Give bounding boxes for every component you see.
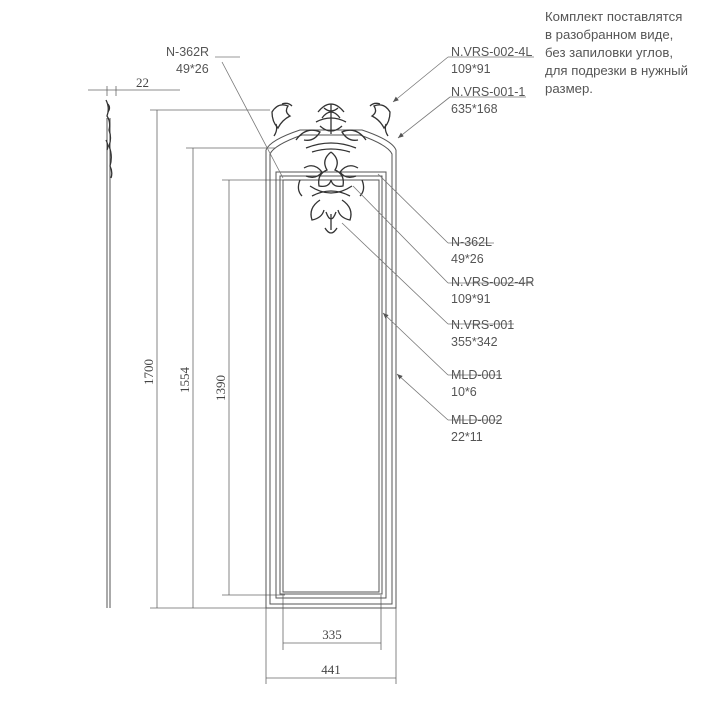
- callout-mld002-code: MLD-002: [451, 413, 503, 427]
- callout-n362r-size: 49*26: [176, 62, 209, 76]
- callout-mld001-code: MLD-001: [451, 368, 503, 382]
- dim-height-inner-label: 1390: [213, 375, 228, 401]
- callout-vrs001-1-size: 635*168: [451, 102, 498, 116]
- callout-mld002-size: 22*11: [451, 430, 483, 444]
- dimension-height-total: [141, 110, 270, 608]
- corner-ornament-right: [370, 103, 390, 136]
- dimension-width-outer: [266, 608, 396, 684]
- corner-ornament-left: [272, 103, 292, 136]
- callout-mld001: [451, 368, 502, 399]
- dim-width-outer-label: 441: [321, 662, 341, 677]
- callout-vrs002-4r-code: N.VRS-002-4R: [451, 275, 535, 289]
- top-crest-ornament: [296, 104, 366, 152]
- callout-n362l-size: 49*26: [451, 252, 484, 266]
- dimension-height-inner: [213, 180, 285, 595]
- callout-vrs001-1: [451, 85, 525, 116]
- callout-vrs002-4l-size: 109*91: [451, 62, 491, 76]
- callout-vrs002-4r: [451, 275, 534, 306]
- callout-vrs001-1-code: N.VRS-001-1: [451, 85, 526, 99]
- callout-vrs001-size: 355*342: [451, 335, 498, 349]
- callout-vrs002-4l-code: N.VRS-002-4L: [451, 45, 533, 59]
- panel-frame: [266, 130, 396, 608]
- dim-depth-label: 22: [136, 75, 149, 90]
- dimension-depth: [88, 75, 180, 96]
- callout-mld001-size: 10*6: [451, 385, 477, 399]
- note-line: Комплект поставлятся: [545, 9, 683, 24]
- callout-n362r-code: N-362R: [166, 45, 210, 59]
- callout-mld002: [451, 413, 502, 444]
- note-line: для подрезки в нужный: [545, 63, 688, 78]
- dim-height-outer-label: 1554: [177, 367, 192, 393]
- note-line: без запиловки углов,: [545, 45, 673, 60]
- center-pendant-ornament: [298, 152, 363, 233]
- callout-n362l: [451, 235, 492, 266]
- callout-vrs002-4l: [451, 45, 532, 76]
- note-line: в разобранном виде,: [545, 27, 674, 42]
- callout-n362r: [166, 45, 209, 76]
- dim-width-inner-label: 335: [322, 627, 342, 642]
- note-line: размер.: [545, 81, 593, 96]
- callout-vrs001: [451, 318, 514, 349]
- callout-vrs002-4r-size: 109*91: [451, 292, 491, 306]
- assembly-note: [545, 8, 715, 98]
- dim-height-total-label: 1700: [141, 359, 156, 385]
- side-profile: [106, 100, 112, 608]
- callout-vrs001-code: N.VRS-001: [451, 318, 515, 332]
- dimension-width-inner: [283, 595, 381, 650]
- callout-n362l-code: N-362L: [451, 235, 492, 249]
